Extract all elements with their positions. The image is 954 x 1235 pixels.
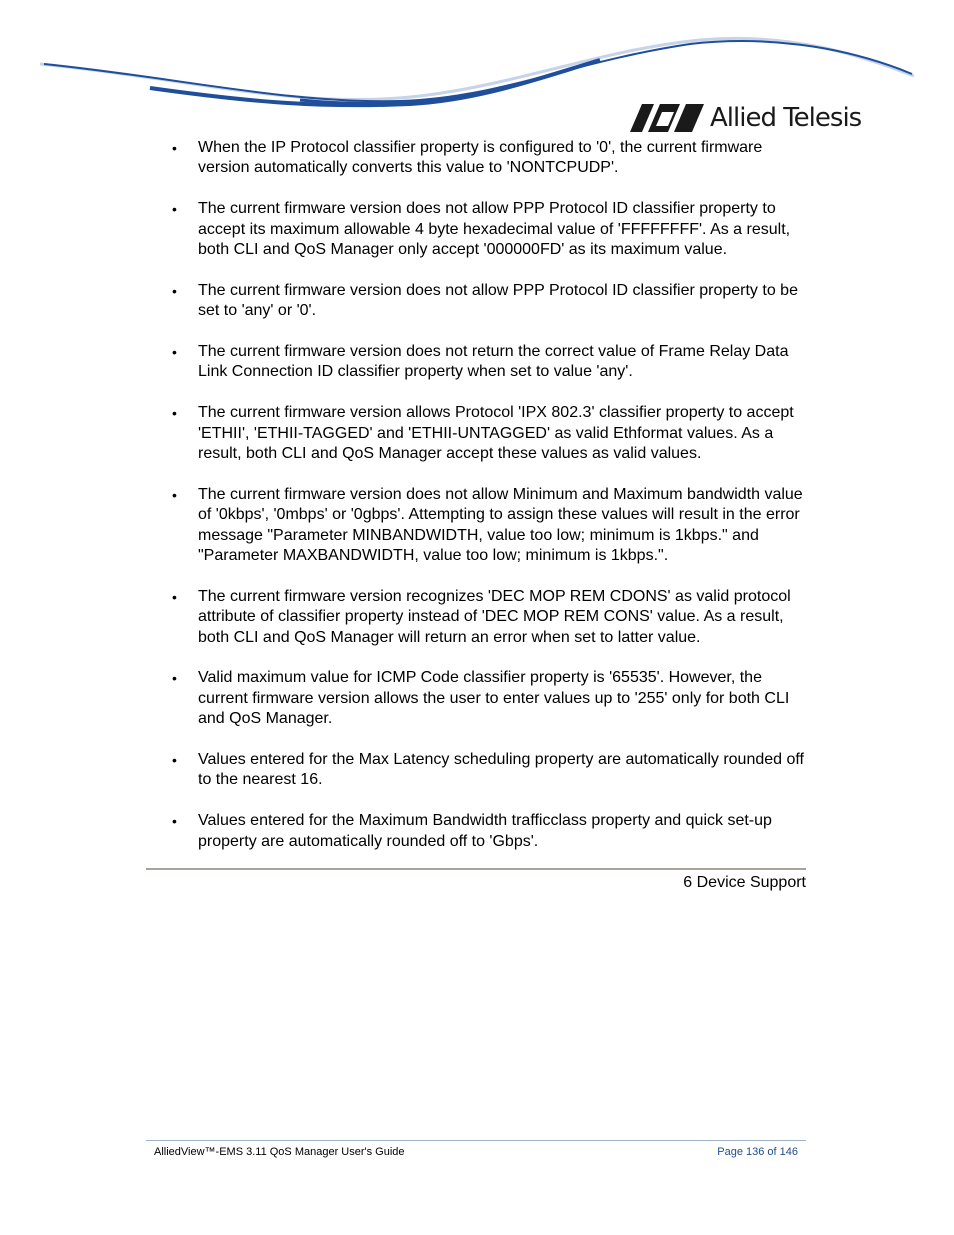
list-item xyxy=(170,750,810,791)
list-item xyxy=(170,668,810,729)
bullet-text: The current firmware version does not allow Minimum and Maximum bandwidth value of '0kbps', '0mbps' or '0gbps'. Attempting to assign these values will result in the error message "Parameter MINBANDWIDTH, value too low; minimum is 1kbps." and "Parameter MAXBANDWIDTH, value too low; minimum is 1kbps.". xyxy=(198,485,803,565)
logo-text: Allied Telesis xyxy=(710,103,862,133)
bullet-icon: • xyxy=(172,752,177,769)
page-number: Page 136 of 146 xyxy=(717,1146,798,1158)
bullet-icon: • xyxy=(172,813,177,830)
bullet-text: The current firmware version does not allow PPP Protocol ID classifier property to accept its maximum allowable 4 byte hexadecimal value of 'FFFFFFFF'. As a result, both CLI and QoS Manager only accept '000000FD' as its maximum value. xyxy=(198,200,791,259)
list-item xyxy=(170,811,810,852)
section-divider xyxy=(146,868,806,870)
bullet-text: Values entered for the Maximum Bandwidth trafficclass property and quick set-up property are automatically rounded off to 'Gbps'. xyxy=(198,812,772,850)
bullet-icon: • xyxy=(172,282,177,299)
list-item xyxy=(170,342,810,383)
list-item xyxy=(170,199,810,260)
bullet-icon: • xyxy=(172,486,177,503)
footer-divider xyxy=(146,1140,806,1141)
bullet-icon: • xyxy=(172,140,177,156)
allied-telesis-logo xyxy=(630,100,861,136)
list-item xyxy=(170,587,810,648)
logo-mark-icon xyxy=(630,104,704,132)
bullet-text: The current firmware version does not return the correct value of Frame Relay Data Link Connection ID classifier property when set to value 'any'. xyxy=(198,343,789,381)
bullet-text: Valid maximum value for ICMP Code classifier property is '65535'. However, the current firmware version allows the user to enter values up to '255' only for both CLI and QoS Manager. xyxy=(198,669,790,728)
bullet-text: The current firmware version does not allow PPP Protocol ID classifier property to be set to 'any' or '0'. xyxy=(198,281,798,320)
list-item xyxy=(170,138,810,179)
bullet-text: The current firmware version recognizes 'DEC MOP REM CDONS' as valid protocol attribute of classifier property instead of 'DEC MOP REM CONS' value. As a result, both CLI and QoS Manager will return an error when set to latter value. xyxy=(198,587,791,646)
footer-title: AlliedView™-EMS 3.11 QoS Manager User's Guide xyxy=(154,1146,405,1158)
bullet-icon: • xyxy=(172,588,177,605)
list-item xyxy=(170,485,810,567)
bullet-icon: • xyxy=(172,201,177,218)
bullet-text: The current firmware version allows Protocol 'IPX 802.3' classifier property to accept 'ETHII', 'ETHII-TAGGED' and 'ETHII-UNTAGGED' as valid Ethformat values. As a result, both CLI and QoS Manager accept these values as valid values. xyxy=(198,404,794,463)
list-item xyxy=(170,403,810,464)
bullet-list xyxy=(170,138,810,872)
bullet-text: Values entered for the Max Latency scheduling property are automatically rounded off to the nearest 16. xyxy=(198,751,804,789)
list-item xyxy=(170,281,810,322)
section-label: 6 Device Support xyxy=(683,874,806,891)
bullet-icon: • xyxy=(172,405,177,422)
bullet-icon: • xyxy=(172,344,177,361)
bullet-text: When the IP Protocol classifier property is configured to '0', the current firmware version automatically converts this value to 'NONTCPUDP'. xyxy=(198,139,763,177)
bullet-icon: • xyxy=(172,670,177,687)
